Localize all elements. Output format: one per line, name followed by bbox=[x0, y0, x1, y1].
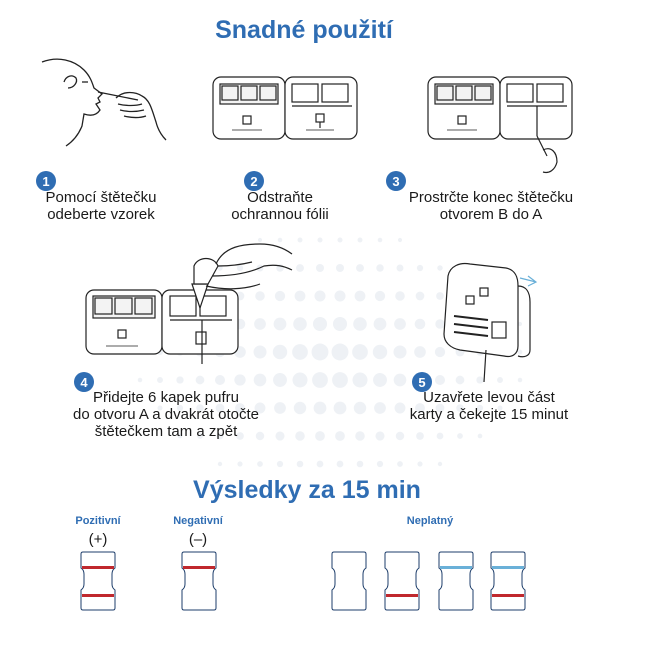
positive-label: Pozitivní bbox=[75, 515, 121, 527]
step-5-line-2: karty a čekejte 15 minut bbox=[409, 406, 569, 423]
step-1-illustration bbox=[38, 52, 168, 147]
step-4-line-1: Přidejte 6 kapek pufru bbox=[93, 389, 239, 406]
step-4-line-2: do otvoru A a dvakrát otočte bbox=[73, 406, 259, 423]
invalid-cassette-1 bbox=[332, 552, 366, 610]
step-1-text bbox=[14, 189, 188, 223]
invalid-4-test-line bbox=[492, 594, 524, 597]
invalid-4-control-line bbox=[492, 566, 524, 569]
step-2-line-1: Odstraňte bbox=[247, 189, 313, 206]
step-5-illustration bbox=[440, 258, 550, 383]
invalid-cassette-4 bbox=[491, 552, 525, 610]
positive-test-line bbox=[82, 594, 114, 597]
page-title: Snadné použití bbox=[215, 16, 393, 44]
step-3-illustration bbox=[427, 76, 575, 176]
step-4-number: 4 bbox=[74, 372, 94, 392]
invalid-2-test-line bbox=[386, 594, 418, 597]
step-2-text bbox=[205, 189, 355, 223]
results-title: Výsledky za 15 min bbox=[193, 476, 421, 504]
invalid-cassette-2 bbox=[385, 552, 419, 610]
step-1-line-2: odeberte vzorek bbox=[47, 206, 155, 223]
invalid-cassette-3 bbox=[439, 552, 473, 610]
step-4-illustration bbox=[84, 236, 294, 366]
positive-symbol: (+) bbox=[88, 531, 108, 548]
step-1-number: 1 bbox=[36, 171, 56, 191]
step-4-text bbox=[36, 389, 296, 440]
positive-control-line bbox=[82, 566, 114, 569]
negative-cassette bbox=[182, 552, 216, 610]
invalid-label: Neplatný bbox=[406, 515, 454, 527]
negative-control-line bbox=[183, 566, 215, 569]
step-3-number: 3 bbox=[386, 171, 406, 191]
result-cassettes bbox=[0, 550, 651, 614]
step-2-illustration bbox=[212, 76, 359, 140]
step-5-line-1: Uzavřete levou část bbox=[423, 389, 555, 406]
negative-symbol: (–) bbox=[188, 531, 208, 548]
step-5-text bbox=[382, 389, 596, 423]
step-3-line-1: Prostrčte konec štětečku bbox=[408, 189, 574, 206]
step-3-text bbox=[384, 189, 598, 223]
step-4-line-3: štětečkem tam a zpět bbox=[94, 423, 238, 440]
invalid-3-control-line bbox=[440, 566, 472, 569]
step-5-number: 5 bbox=[412, 372, 432, 392]
step-1-line-1: Pomocí štětečku bbox=[45, 189, 157, 206]
step-2-number: 2 bbox=[244, 171, 264, 191]
negative-label: Negativní bbox=[173, 515, 223, 527]
step-2-line-2: ochrannou fólii bbox=[231, 206, 329, 223]
step-3-line-2: otvorem B do A bbox=[439, 206, 543, 223]
positive-cassette bbox=[81, 552, 115, 610]
